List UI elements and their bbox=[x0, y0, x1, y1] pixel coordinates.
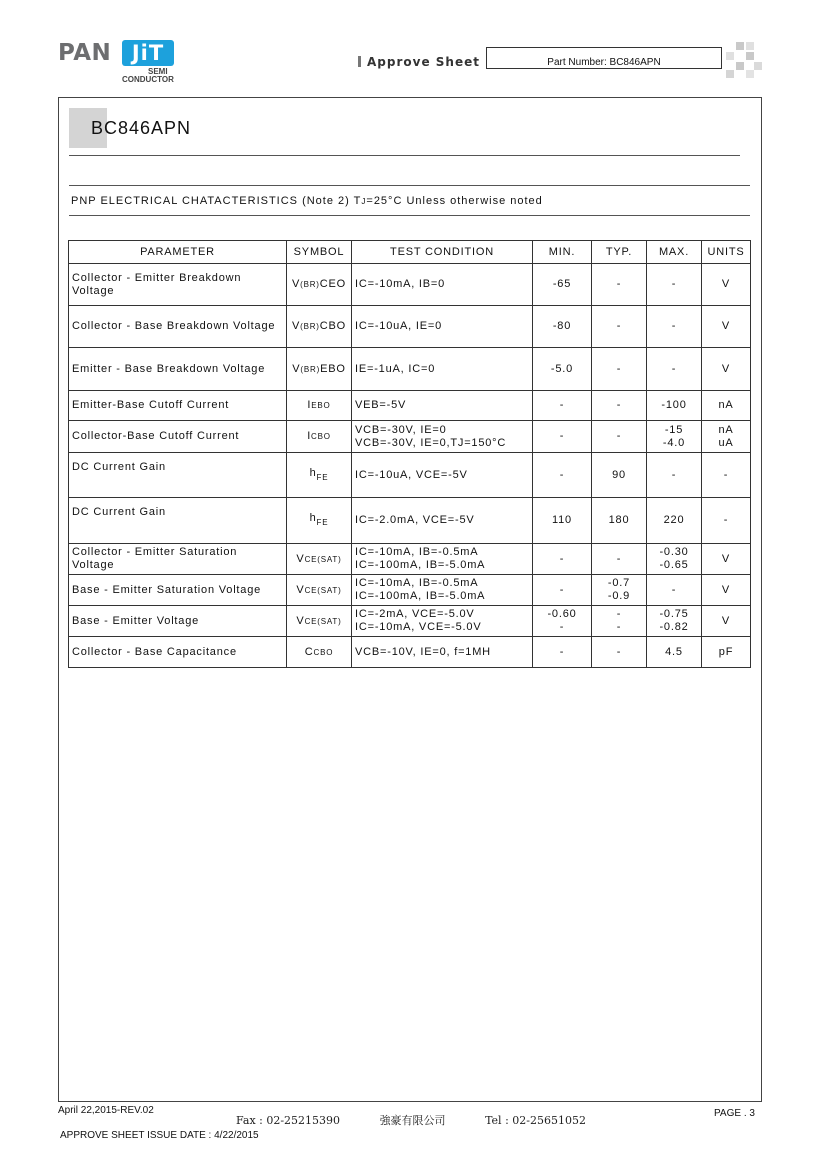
table-row bbox=[69, 637, 751, 668]
page-title: BC846APN bbox=[91, 118, 192, 138]
cell-min-line: - bbox=[559, 645, 565, 658]
cell-test-condition bbox=[352, 391, 533, 421]
cell-max-line: 4.5 bbox=[665, 645, 683, 658]
section-top-rule bbox=[69, 185, 750, 186]
cell-units-line: - bbox=[723, 514, 729, 526]
cell-max-line: - bbox=[671, 468, 677, 481]
cell-test-condition-line: VCB=-10V, IE=0, f=1MH bbox=[355, 645, 491, 658]
cell-min-line: - bbox=[559, 430, 565, 442]
cell-max bbox=[647, 391, 702, 421]
cell-test-condition-line: IC=-100mA, IB=-5.0mA bbox=[355, 590, 486, 602]
cell-symbol bbox=[287, 306, 352, 348]
cell-max-line: -100 bbox=[661, 399, 687, 411]
cell-parameter: Base - Emitter Voltage bbox=[69, 606, 287, 637]
section-heading bbox=[71, 195, 543, 207]
symbol-subscript: FE bbox=[316, 518, 329, 527]
cell-typ bbox=[592, 498, 647, 544]
cell-max-line: -0.82 bbox=[659, 621, 689, 633]
cell-max bbox=[647, 264, 702, 306]
symbol-main: V bbox=[292, 362, 301, 375]
cell-test-condition-line: VCB=-30V, IE=0,TJ=150°C bbox=[355, 436, 507, 449]
approve-sheet-text: Approve Sheet bbox=[367, 55, 480, 69]
cell-min bbox=[533, 606, 592, 637]
cell-symbol bbox=[287, 348, 352, 391]
cell-typ-line: - bbox=[616, 320, 622, 332]
cell-test-condition bbox=[352, 453, 533, 498]
cell-typ-line: - bbox=[616, 362, 622, 375]
cell-min bbox=[533, 575, 592, 606]
cell-max-line: - bbox=[671, 362, 677, 375]
cell-min-line: -0.60 bbox=[547, 608, 577, 620]
symbol-main: V bbox=[291, 320, 301, 332]
header-test-condition: TEST CONDITION bbox=[352, 241, 533, 264]
cell-typ bbox=[592, 264, 647, 306]
cell-max bbox=[647, 421, 702, 453]
table-row bbox=[69, 421, 751, 453]
cell-test-condition-line: VCB=-30V, IE=0 bbox=[355, 423, 447, 436]
cell-min-line: -5.0 bbox=[550, 362, 574, 375]
cell-test-condition-line: IC=-10uA, IE=0 bbox=[355, 320, 443, 332]
table-row bbox=[69, 348, 751, 391]
cell-test-condition bbox=[352, 306, 533, 348]
cell-min bbox=[533, 348, 592, 391]
contact-line bbox=[236, 1112, 622, 1128]
cell-max-line: -0.65 bbox=[659, 559, 689, 571]
table-row bbox=[69, 453, 751, 498]
cell-typ-line: 90 bbox=[612, 468, 626, 481]
cell-units-line: pF bbox=[718, 645, 734, 658]
cell-units bbox=[702, 637, 751, 668]
cell-max bbox=[647, 306, 702, 348]
cell-max-line: 220 bbox=[663, 514, 685, 526]
cell-test-condition-line: VEB=-5V bbox=[355, 399, 407, 411]
cell-min-line: - bbox=[559, 621, 565, 633]
header-symbol: SYMBOL bbox=[287, 241, 352, 264]
cell-parameter: Collector - Emitter Breakdown Voltage bbox=[69, 264, 287, 306]
cell-units-line: V bbox=[721, 362, 731, 375]
cell-units bbox=[702, 264, 751, 306]
cell-typ-line: - bbox=[616, 278, 622, 290]
cell-symbol bbox=[287, 544, 352, 575]
table-row bbox=[69, 498, 751, 544]
cell-test-condition bbox=[352, 498, 533, 544]
symbol-main: V bbox=[291, 278, 301, 290]
section-heading-text: PNP ELECTRICAL CHATACTERISTICS (Note 2) T bbox=[71, 195, 362, 207]
cell-typ bbox=[592, 606, 647, 637]
cell-max-line: - bbox=[671, 583, 677, 596]
cell-min bbox=[533, 421, 592, 453]
cell-typ-line: 180 bbox=[608, 514, 630, 526]
cell-test-condition-line: IC=-2.0mA, VCE=-5V bbox=[355, 514, 475, 526]
part-number-box: Part Number: BC846APN bbox=[486, 47, 722, 69]
cell-min-line: - bbox=[559, 399, 565, 411]
header-parameter: PARAMETER bbox=[69, 241, 287, 264]
symbol-subscript: CE(SAT) bbox=[304, 616, 342, 626]
logo-jit-text: JiT bbox=[122, 40, 174, 66]
electrical-characteristics-table bbox=[68, 240, 751, 668]
cell-typ-line: - bbox=[616, 399, 622, 411]
symbol-subscript: CBO bbox=[311, 432, 331, 441]
cell-max-line: -15 bbox=[664, 423, 684, 436]
cell-typ-line: -0.9 bbox=[607, 590, 631, 602]
symbol-subscript: (BR) bbox=[300, 322, 320, 331]
cell-units-line: uA bbox=[718, 436, 734, 449]
cell-test-condition-line: IC=-10mA, IB=-0.5mA bbox=[355, 546, 479, 558]
symbol-main: V bbox=[296, 583, 305, 596]
cell-units-line: - bbox=[723, 468, 729, 481]
table-row bbox=[69, 575, 751, 606]
symbol-tail: CEO bbox=[319, 278, 347, 290]
cell-test-condition bbox=[352, 264, 533, 306]
cell-parameter: DC Current Gain bbox=[69, 453, 287, 498]
cell-typ-line: - bbox=[616, 621, 622, 633]
cell-test-condition bbox=[352, 421, 533, 453]
cell-units bbox=[702, 453, 751, 498]
symbol-subscript: CE(SAT) bbox=[304, 585, 342, 595]
cell-typ bbox=[592, 306, 647, 348]
cell-units-line: nA bbox=[718, 399, 734, 411]
cell-typ-line: -0.7 bbox=[607, 577, 631, 589]
symbol-main: V bbox=[296, 552, 305, 565]
cell-parameter: Collector - Base Breakdown Voltage bbox=[69, 306, 287, 348]
header-typ: TYP. bbox=[592, 241, 647, 264]
symbol-main: h bbox=[309, 512, 317, 524]
symbol-subscript: CE(SAT) bbox=[304, 554, 342, 564]
logo-conductor-text: CONDUCTOR bbox=[122, 75, 174, 84]
cell-min-line: 110 bbox=[552, 514, 572, 526]
cell-units-line: nA bbox=[718, 423, 734, 436]
symbol-main: I bbox=[307, 399, 312, 411]
cell-test-condition-line: IE=-1uA, IC=0 bbox=[355, 362, 436, 375]
symbol-subscript: (BR) bbox=[300, 364, 321, 374]
cell-test-condition-line: IC=-10mA, IB=0 bbox=[355, 278, 446, 290]
table-row bbox=[69, 391, 751, 421]
cell-max bbox=[647, 453, 702, 498]
cell-symbol bbox=[287, 575, 352, 606]
symbol-tail: CBO bbox=[319, 320, 347, 332]
cell-units bbox=[702, 544, 751, 575]
cell-parameter: Collector - Emitter Saturation Voltage bbox=[69, 544, 287, 575]
cell-max-line: -0.75 bbox=[659, 608, 689, 620]
cell-max bbox=[647, 498, 702, 544]
cell-symbol bbox=[287, 264, 352, 306]
cell-symbol bbox=[287, 606, 352, 637]
cell-symbol bbox=[287, 453, 352, 498]
cell-parameter: Base - Emitter Saturation Voltage bbox=[69, 575, 287, 606]
cell-typ-line: - bbox=[616, 645, 622, 658]
cell-typ bbox=[592, 348, 647, 391]
company-name: 強豪有限公司 bbox=[379, 1114, 446, 1127]
section-tj-subscript: J bbox=[361, 197, 367, 206]
cell-min bbox=[533, 453, 592, 498]
cell-min bbox=[533, 637, 592, 668]
issue-date: APPROVE SHEET ISSUE DATE : 4/22/2015 bbox=[60, 1130, 259, 1141]
table-header-row bbox=[69, 241, 751, 264]
table-row bbox=[69, 544, 751, 575]
cell-min bbox=[533, 498, 592, 544]
cell-max-line: -0.30 bbox=[659, 546, 689, 558]
cell-test-condition bbox=[352, 606, 533, 637]
symbol-main: h bbox=[309, 466, 317, 479]
cell-max bbox=[647, 575, 702, 606]
symbol-main: V bbox=[296, 614, 305, 627]
section-bottom-rule bbox=[69, 215, 750, 216]
cell-typ-line: - bbox=[616, 552, 622, 565]
cell-test-condition bbox=[352, 575, 533, 606]
cell-units bbox=[702, 498, 751, 544]
cell-units-line: V bbox=[721, 583, 731, 596]
cell-max-line: - bbox=[671, 320, 677, 332]
cell-units-line: V bbox=[721, 320, 731, 332]
symbol-subscript: (BR) bbox=[300, 280, 320, 289]
revision-text: April 22,2015-REV.02 bbox=[58, 1105, 154, 1116]
symbol-main: I bbox=[307, 430, 312, 442]
cell-units bbox=[702, 391, 751, 421]
logo-semi-text: SEMI bbox=[148, 67, 168, 76]
cell-typ bbox=[592, 391, 647, 421]
cell-max bbox=[647, 637, 702, 668]
table-row bbox=[69, 306, 751, 348]
cell-parameter: DC Current Gain bbox=[69, 498, 287, 544]
cell-test-condition bbox=[352, 637, 533, 668]
cell-parameter: Collector - Base Capacitance bbox=[69, 637, 287, 668]
cell-test-condition-line: IC=-10mA, IB=-0.5mA bbox=[355, 577, 479, 589]
cell-symbol bbox=[287, 421, 352, 453]
cell-units-line: V bbox=[721, 278, 731, 290]
cell-parameter: Emitter-Base Cutoff Current bbox=[69, 391, 287, 421]
cell-parameter: Collector-Base Cutoff Current bbox=[69, 421, 287, 453]
cell-test-condition bbox=[352, 348, 533, 391]
cell-symbol bbox=[287, 498, 352, 544]
cell-max-line: - bbox=[671, 278, 677, 290]
cell-typ bbox=[592, 544, 647, 575]
table-row bbox=[69, 264, 751, 306]
cell-test-condition-line: IC=-10mA, VCE=-5.0V bbox=[355, 621, 482, 633]
checker-decoration-icon bbox=[726, 42, 762, 78]
cell-typ bbox=[592, 637, 647, 668]
page-number: PAGE . 3 bbox=[714, 1108, 755, 1119]
cell-min-line: - bbox=[559, 583, 565, 596]
cell-test-condition-line: IC=-10uA, VCE=-5V bbox=[355, 468, 468, 481]
cell-units bbox=[702, 575, 751, 606]
logo-pan-text: PAN bbox=[58, 40, 112, 66]
cell-max bbox=[647, 544, 702, 575]
cell-max bbox=[647, 606, 702, 637]
cell-typ-line: - bbox=[616, 430, 622, 442]
cell-units bbox=[702, 348, 751, 391]
cell-min bbox=[533, 264, 592, 306]
symbol-main: C bbox=[304, 645, 314, 658]
symbol-subscript: FE bbox=[316, 472, 329, 482]
cell-test-condition-line: IC=-2mA, VCE=-5.0V bbox=[355, 608, 475, 620]
approve-bar-icon bbox=[358, 56, 361, 67]
cell-symbol bbox=[287, 637, 352, 668]
cell-symbol bbox=[287, 391, 352, 421]
cell-typ bbox=[592, 421, 647, 453]
cell-units bbox=[702, 606, 751, 637]
cell-min-line: - bbox=[559, 468, 565, 481]
table-row bbox=[69, 606, 751, 637]
symbol-tail: EBO bbox=[320, 362, 346, 375]
cell-units-line: V bbox=[721, 552, 731, 565]
cell-min bbox=[533, 391, 592, 421]
tel-text: Tel : 02-25651052 bbox=[485, 1114, 586, 1127]
title-divider bbox=[69, 155, 740, 156]
cell-min-line: -65 bbox=[552, 278, 572, 290]
cell-min-line: - bbox=[559, 552, 565, 565]
cell-min-line: -80 bbox=[552, 320, 572, 332]
approve-sheet-label bbox=[358, 55, 480, 69]
cell-test-condition-line: IC=-100mA, IB=-5.0mA bbox=[355, 559, 486, 571]
cell-typ bbox=[592, 453, 647, 498]
cell-units-line: V bbox=[721, 614, 731, 627]
header-min: MIN. bbox=[533, 241, 592, 264]
header-units: UNITS bbox=[702, 241, 751, 264]
cell-max-line: -4.0 bbox=[662, 436, 686, 449]
header-max: MAX. bbox=[647, 241, 702, 264]
symbol-subscript: EBO bbox=[311, 401, 331, 410]
symbol-subscript: CBO bbox=[313, 647, 334, 657]
cell-test-condition bbox=[352, 544, 533, 575]
cell-units bbox=[702, 306, 751, 348]
section-heading-suffix: =25°C Unless otherwise noted bbox=[366, 195, 543, 207]
cell-typ-line: - bbox=[616, 608, 622, 620]
fax-text: Fax : 02-25215390 bbox=[236, 1114, 341, 1127]
cell-parameter: Emitter - Base Breakdown Voltage bbox=[69, 348, 287, 391]
cell-units bbox=[702, 421, 751, 453]
cell-max bbox=[647, 348, 702, 391]
cell-min bbox=[533, 306, 592, 348]
cell-min bbox=[533, 544, 592, 575]
cell-typ bbox=[592, 575, 647, 606]
